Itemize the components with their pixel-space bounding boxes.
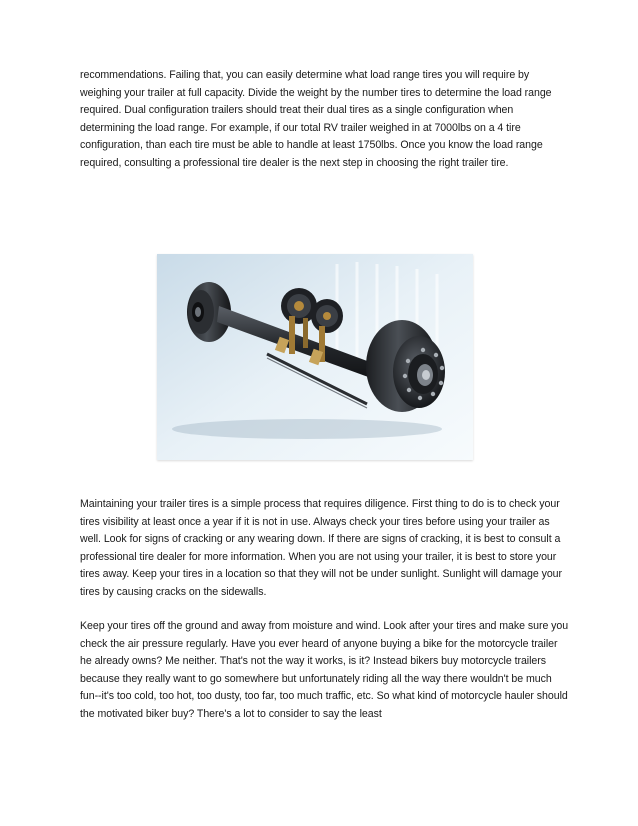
paragraph-maintenance: Maintaining your trailer tires is a simple process that requires diligence. First thing to do is to check your tires visibility at least once a year if it is not in use. Always check your tires before using your trailer as well. Look for signs of cracking or any wearing down. If there are signs of cracking, it is best to consult a professional tire dealer for more information. When you are not using your trailer, it is best to store your tires away. Keep your tires in a location so that they will not be under sunlight. Sunlight will damage your tires by causing cracks on the sidewalls. xyxy=(80,498,562,598)
paragraph-load-range: recommendations. Failing that, you can easily determine what load range tires you will require by weighing your trailer at full capacity. Divide the weight by the number tires to determine the load range required. Dual configuration trailers should treat their dual tires as a single configuration when determining the load range. For example, if our total RV trailer weighed in at 7000lbs on a 4 tire configuration, than each tire must be able to handle at least 1750lbs. Once you know the load range required, consulting a professional tire dealer is the next step in choosing the right trailer tire. xyxy=(80,69,552,169)
trailer-axle-image xyxy=(157,254,473,460)
trailer-axle-illustration xyxy=(157,254,473,460)
paragraph-motorcycle-trailers: Keep your tires off the ground and away from moisture and wind. Look after your tires and make sure you check the air pressure regularly. Have you ever heard of anyone buying a bike for the motorcycle trailer he already owns? Me neither. That's not the way it works, is it? Instead bikers buy motorcycle trailers because they really want to go somewhere but unfortunately riding all the way there wouldn't be much fun--it's too cold, too hot, too dusty, too far, too much traffic, etc. So what kind of motorcycle hauler should the motivated biker buy? There's a lot to consider to say the least xyxy=(80,620,569,720)
